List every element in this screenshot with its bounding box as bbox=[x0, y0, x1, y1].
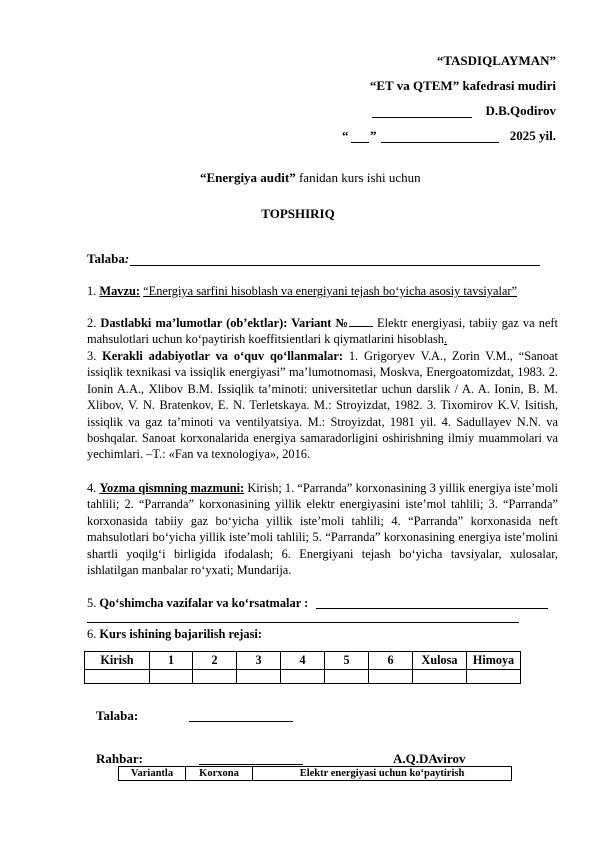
additional-blank-2 bbox=[87, 622, 519, 623]
schedule-header-cell: 5 bbox=[325, 652, 369, 670]
schedule-table bbox=[84, 651, 521, 684]
advisor-signature-label: Rahbar: bbox=[96, 751, 143, 766]
contents-text: Kirish; 1. “Parranda” korxonasining 3 yillik energiya iste’moli tahlili; 2. “Parranda” korxonasining yillik elektr energiyasini iste’mol tahlili; 3. “Parranda” korxonasida tabiiy gaz bo‘yicha yillik iste’moli tahlili; 4. “Parranda” korxonasida neft mahsulotlari bo‘yicha yillik iste’moli tahlili; 5. “Parranda” korxonasining energiya iste’molini shartli yoqilg‘i birligida ifodalash; 6. Energiyani tejash bo‘yicha tavsiyalar, xulosalar, ishlatilgan manbalar ro‘yxati; Mundarija. bbox=[87, 481, 558, 578]
additional-blank-1 bbox=[316, 608, 548, 609]
schedule-cell bbox=[237, 670, 281, 684]
initial-data-end: . bbox=[443, 332, 448, 347]
section-number: 3. bbox=[87, 349, 97, 363]
literature-label: Kerakli adabiyotlar va o‘quv qo‘llanmalar: bbox=[102, 349, 343, 363]
bottom-header-cell: Variantla bbox=[119, 767, 186, 781]
doc-title: TOPSHIRIQ bbox=[261, 206, 335, 221]
schedule-cell bbox=[325, 670, 369, 684]
bottom-header-cell: Elektr energiyasi uchun ko‘paytirish bbox=[253, 767, 512, 781]
schedule-cell bbox=[413, 670, 467, 684]
date-close-quote: ” bbox=[370, 128, 377, 143]
initial-data-text: Elektr energiyasi, tabiiy gaz va neft mahsulotlari uchun ko‘paytirish koeffitsientlari k qiymatlarini hisoblash bbox=[87, 316, 558, 347]
advisor-name: A.Q.DAvirov bbox=[393, 751, 466, 766]
advisor-signature-blank bbox=[199, 764, 303, 765]
additional-label: Qo‘shimcha vazifalar va ko‘rsatmalar : bbox=[99, 596, 309, 610]
bottom-table-header-row bbox=[119, 767, 512, 781]
topic-text: “Energiya sarfini hisoblash va energiyani tejash bo‘yicha asosiy tavsiyalar” bbox=[143, 284, 518, 298]
schedule-cell bbox=[193, 670, 237, 684]
day-blank bbox=[351, 142, 369, 143]
schedule-cell bbox=[150, 670, 193, 684]
date-open-quote: “ bbox=[342, 128, 349, 143]
section-schedule bbox=[87, 626, 558, 642]
student-label: Talaba bbox=[87, 251, 125, 266]
section-number: 1. bbox=[87, 284, 97, 298]
section-number: 6. bbox=[87, 627, 97, 641]
schedule-header-cell: 1 bbox=[150, 652, 193, 670]
schedule-header-cell: 3 bbox=[237, 652, 281, 670]
subject-rest: fanidan kurs ishi uchun bbox=[295, 170, 421, 185]
approval-date bbox=[342, 128, 556, 144]
section-initial-data bbox=[87, 315, 558, 348]
approval-head-line: “ET va QTEM” kafedrasi mudiri bbox=[369, 78, 556, 93]
month-blank bbox=[381, 142, 499, 143]
schedule-label: Kurs ishining bajarilish rejasi: bbox=[99, 627, 263, 641]
schedule-header-cell: Kirish bbox=[85, 652, 150, 670]
subject-line bbox=[200, 170, 421, 186]
student-signature-blank bbox=[189, 721, 293, 722]
student-colon: : bbox=[124, 251, 130, 266]
student-name-blank bbox=[130, 265, 540, 266]
bottom-header-cell: Korxona bbox=[186, 767, 253, 781]
schedule-header-row bbox=[85, 652, 521, 670]
variant-blank bbox=[349, 316, 373, 327]
approval-signatory-line bbox=[372, 103, 556, 119]
schedule-header-cell: 2 bbox=[193, 652, 237, 670]
subject-name: “Energiya audit” bbox=[200, 170, 296, 185]
student-field bbox=[87, 251, 129, 267]
approval-year: 2025 yil. bbox=[509, 128, 556, 143]
initial-data-label: Dastlabki ma’lumotlar (ob’ektlar): Variant № bbox=[100, 316, 349, 330]
section-literature bbox=[87, 348, 558, 463]
student-signature-label: Talaba: bbox=[96, 708, 139, 723]
section-contents bbox=[87, 480, 558, 578]
section-number: 2. bbox=[87, 316, 97, 330]
approval-title: “TASDIQLAYMAN” bbox=[436, 53, 556, 68]
section-topic bbox=[87, 283, 558, 299]
topic-label: Mavzu: bbox=[99, 284, 141, 298]
schedule-cell bbox=[281, 670, 325, 684]
literature-text: 1. Grigoryev V.A., Zorin V.M., “Sanoat issiqlik texnikasi va issiqlik energiyasi” ma’lumotnomasi, Moskva, Energoatomizdat, 1983. 2. Ionin A.A., Xlibov B.M. Issiqlik ta’minoti: universitetlar uchun darslik / A. A. Ionin, B. M. Xlibov, V. N. Bratenkov, E. N. Terletskaya. M.: Stroyizdat, 1982. 3. Tixomirov K.V. Isitish, issiqlik va gaz ta’minoti va ventilyatsiya. M.: Stroyizdat, 1981 yil. 4. Sadullayev N.N. va boshqalar. Sanoat korxonalarida energiya samaradorligini oshirishning ilmiy muammolari va yechimlari. –T.: «Fan va texnologiya», 2016. bbox=[87, 349, 558, 462]
schedule-cell bbox=[467, 670, 521, 684]
schedule-header-cell: 4 bbox=[281, 652, 325, 670]
approval-signatory: D.B.Qodirov bbox=[485, 103, 556, 118]
schedule-empty-row bbox=[85, 670, 521, 684]
schedule-cell bbox=[85, 670, 150, 684]
schedule-header-cell: 6 bbox=[369, 652, 413, 670]
schedule-cell bbox=[369, 670, 413, 684]
section-number: 4. bbox=[87, 481, 97, 495]
contents-label: Yozma qismning mazmuni: bbox=[99, 481, 245, 495]
schedule-header-cell: Himoya bbox=[467, 652, 521, 670]
signature-blank bbox=[372, 117, 472, 118]
section-number: 5. bbox=[87, 596, 97, 610]
bottom-table bbox=[118, 766, 512, 781]
schedule-header-cell: Xulosa bbox=[413, 652, 467, 670]
